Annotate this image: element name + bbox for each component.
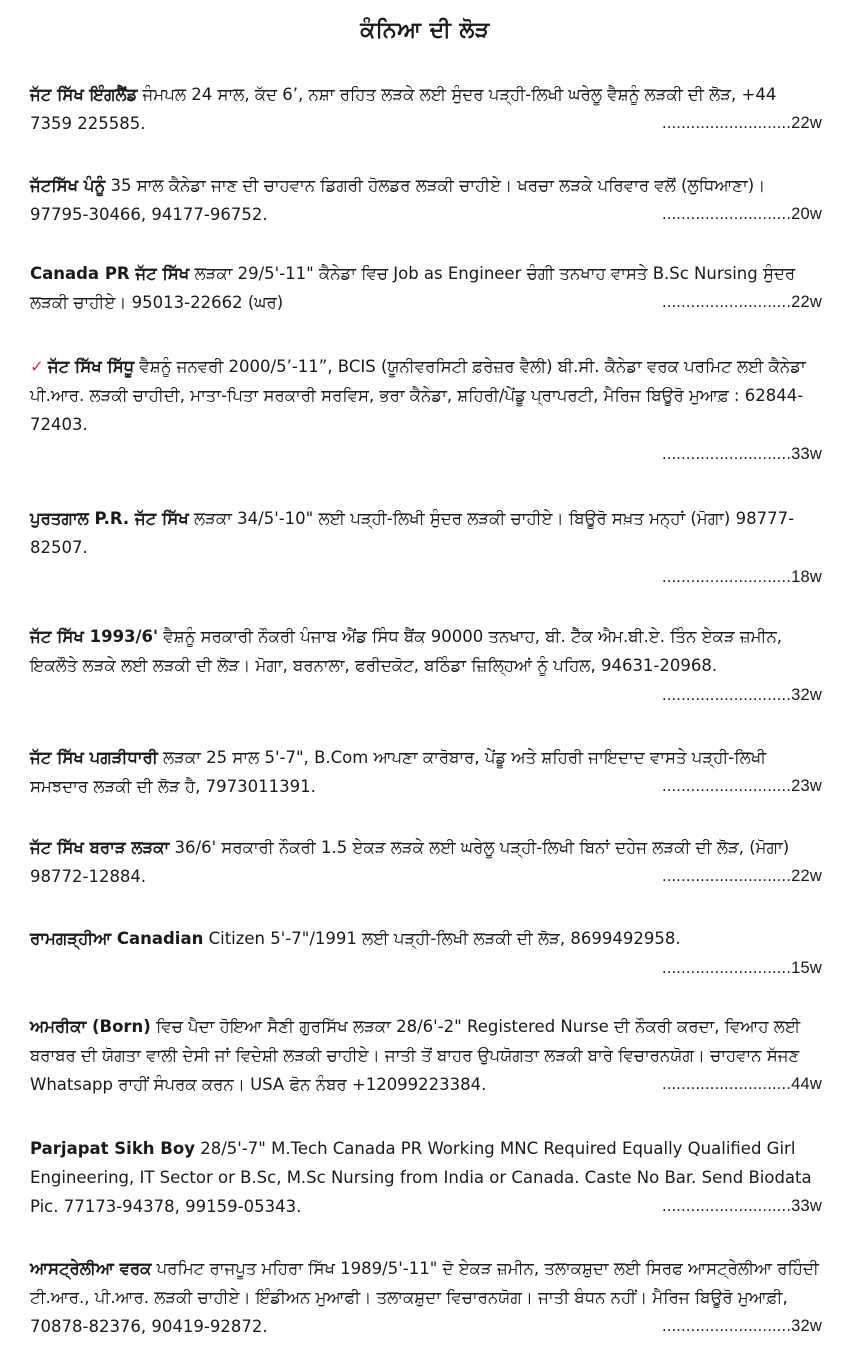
classified-ad <box>30 171 822 229</box>
ad-heading: ਜੱਟ ਸਿੱਖ ਬਰਾੜ ਲੜਕਾ <box>30 838 170 857</box>
ad-text: Citizen 5'-7"/1991 ਲਈ ਪੜ੍ਹੀ-ਲਿਖੀ ਲੜਕੀ ਦੀ ਲੋੜ, 8699492958. <box>203 929 681 948</box>
ad-text: ਲੜਕਾ 25 ਸਾਲ 5'-7", B.Com ਆਪਣਾ ਕਾਰੋਬਾਰ, ਪੇਂਡੂ ਅਤੇ ਸ਼ਹਿਰੀ ਜਾਇਦਾਦ ਵਾਸਤੇ ਪੜ੍ਹੀ-ਲਿਖੀ ਸਮਝਦਾਰ ਲੜਕੀ ਦੀ ਲੋੜ ਹੈ, 7973011391. <box>30 748 767 796</box>
ad-code: ...........................32w <box>661 1317 822 1335</box>
classified-ad <box>30 1012 822 1099</box>
ad-code: ...........................22w <box>661 293 822 311</box>
ad-text: 36/6' ਸਰਕਾਰੀ ਨੌਕਰੀ 1.5 ਏਕੜ ਲੜਕੇ ਲਈ ਘਰੇਲੂ ਪੜ੍ਹੀ-ਲਿਖੀ ਬਿਨਾਂ ਦਹੇਜ ਲੜਕੀ ਦੀ ਲੋੜ, (ਮੋਗਾ) 98772-12884. <box>30 838 790 886</box>
classified-ad <box>30 1134 822 1221</box>
ad-heading: ਜੱਟ ਸਿੱਖ ਇੰਗਲੈਂਡ <box>30 85 138 104</box>
ad-heading: ਪੁਰਤਗਾਲ P.R. ਜੱਟ ਸਿੱਖ <box>30 509 189 528</box>
ad-code: ...........................22w <box>661 114 822 132</box>
ad-text: ਵਿਚ ਪੈਦਾ ਹੋਇਆ ਸੈਣੀ ਗੁਰਸਿੱਖ ਲੜਕਾ 28/6'-2" Registered Nurse ਦੀ ਨੌਕਰੀ ਕਰਦਾ, ਵਿਆਹ ਲਈ ਬਰਾਬਰ ਦੀ ਯੋਗਤਾ ਵਾਲੀ ਦੇਸੀ ਜਾਂ ਵਿਦੇਸ਼ੀ ਲੜਕੀ ਚਾਹੀਏ। ਜਾਤੀ ਤੋਂ ਬਾਹਰ ਉਪਯੋਗਤਾ ਲੜਕੀ ਬਾਰੇ ਵਿਚਾਰਨਯੋਗ। ਚਾਹਵਾਨ ਸੱਜਣ Whatsapp ਰਾਹੀਂ ਸੰਪਰਕ ਕਰਨ। USA ਫੋਨ ਨੰਬਰ +12099223384. <box>30 1017 801 1094</box>
classified-ad <box>30 80 822 138</box>
ad-heading: ਜੱਟਸਿੱਖ ਪੰਨੂੰ <box>30 176 106 195</box>
ad-heading: ਆਸਟ੍ਰੇਲੀਆ ਵਰਕ <box>30 1259 152 1278</box>
ad-code: ...........................15w <box>661 959 822 977</box>
ad-code: ...........................22w <box>661 867 822 885</box>
ad-heading: ਅਮਰੀਕਾ (Born) <box>30 1017 151 1036</box>
ad-code: ...........................18w <box>661 568 822 586</box>
ad-heading: ਜੱਟ ਸਿੱਖ ਪਗੜੀਧਾਰੀ <box>30 748 158 767</box>
ad-code: ...........................20w <box>661 205 822 223</box>
ad-code: ...........................33w <box>661 445 822 463</box>
ad-code: ...........................32w <box>661 686 822 704</box>
classified-ad <box>30 743 822 801</box>
ad-text: ਜੰਮਪਲ 24 ਸਾਲ, ਕੱਦ 6’, ਨਸ਼ਾ ਰਹਿਤ ਲੜਕੇ ਲਈ ਸੁੰਦਰ ਪੜ੍ਹੀ-ਲਿਖੀ ਘਰੇਲੂ ਵੈਸ਼ਨੂੰ ਲੜਕੀ ਦੀ ਲੋੜ, +44 7359 225585. <box>30 85 777 133</box>
ad-heading: ਰਾਮਗੜ੍ਹੀਆ Canadian <box>30 929 204 948</box>
classified-ad <box>30 352 822 469</box>
page-title: ਕੰਨਿਆ ਦੀ ਲੋੜ <box>360 18 490 43</box>
classified-ad <box>30 833 822 891</box>
ad-code: ...........................44w <box>661 1075 822 1093</box>
ad-text: 28/5'-7" M.Tech Canada PR Working MNC Required Equally Qualified Girl Engineering, IT Sector or B.Sc, M.Sc Nursing from India or Canada. Caste No Bar. Send Biodata Pic. 77173-94378, 99159-05343. <box>30 1139 812 1216</box>
ad-code: ...........................33w <box>661 1197 822 1215</box>
classified-ad <box>30 622 822 710</box>
ad-text: ਵੈਸ਼ਨੂੰ ਸਰਕਾਰੀ ਨੌਕਰੀ ਪੰਜਾਬ ਐਂਡ ਸਿੰਧ ਬੈਂਕ 90000 ਤਨਖਾਹ, ਬੀ. ਟੈੱਕ ਐਮ.ਬੀ.ਏ. ਤਿੰਨ ਏਕੜ ਜ਼ਮੀਨ, ਇਕਲੌਤੇ ਲੜਕੇ ਲਈ ਲੜਕੀ ਦੀ ਲੋੜ। ਮੋਗਾ, ਬਰਨਾਲਾ, ਫਰੀਦਕੋਟ, ਬਠਿੰਡਾ ਜ਼ਿਲ੍ਹਿਆਂ ਨੂੰ ਪਹਿਲ, 94631-20968. <box>30 627 783 675</box>
ad-heading: ਜੱਟ ਸਿੱਖ 1993/6' <box>30 627 159 646</box>
classified-ad <box>30 1254 822 1341</box>
classified-ad <box>30 504 822 592</box>
classified-ad <box>30 924 822 983</box>
ad-text: 35 ਸਾਲ ਕੈਨੇਡਾ ਜਾਣ ਦੀ ਚਾਹਵਾਨ ਡਿਗਰੀ ਹੋਲਡਰ ਲੜਕੀ ਚਾਹੀਏ। ਖਰਚਾ ਲੜਕੇ ਪਰਿਵਾਰ ਵਲੋਂ (ਲੁਧਿਆਣਾ)। 97795-30466, 94177-96752. <box>30 176 766 224</box>
checkmark-icon: ✓ <box>30 357 44 376</box>
ad-text: ਪਰਮਿਟ ਰਾਜਪੂਤ ਮਹਿਰਾ ਸਿੱਖ 1989/5'-11" ਦੋ ਏਕੜ ਜ਼ਮੀਨ, ਤਲਾਕਸ਼ੁਦਾ ਲਈ ਸਿਰਫ ਆਸਟ੍ਰੇਲੀਆ ਰਹਿੰਦੀ ਟੀ.ਆਰ., ਪੀ.ਆਰ. ਲੜਕੀ ਚਾਹੀਏ। ਇੰਡੀਅਨ ਮੁਆਫੀ। ਤਲਾਕਸ਼ੁਦਾ ਵਿਚਾਰਨਯੋਗ। ਜਾਤੀ ਬੰਧਨ ਨਹੀਂ। ਮੈਰਿਜ ਬਿਊਰੋ ਮੁਆਫ਼ੀ, 70878-82376, 90419-92872. <box>30 1259 819 1336</box>
ad-heading: Parjapat Sikh Boy <box>30 1139 195 1158</box>
ad-text: ਲੜਕਾ 29/5'-11" ਕੈਨੇਡਾ ਵਿਚ Job as Engineer ਚੰਗੀ ਤਨਖਾਹ ਵਾਸਤੇ B.Sc Nursing ਸੁੰਦਰ ਲੜਕੀ ਚਾਹੀਏ। 95013-22662 (ਘਰ) <box>30 264 796 312</box>
ad-text: ਵੈਸ਼ਨੂੰ ਜਨਵਰੀ 2000/5’-11”, BCIS (ਯੂਨੀਵਰਸਿਟੀ ਫ਼ਰੇਜ਼ਰ ਵੈਲੀ) ਬੀ.ਸੀ. ਕੈਨੇਡਾ ਵਰਕ ਪਰਮਿਟ ਲਈ ਕੈਨੇਡਾ ਪੀ.ਆਰ. ਲੜਕੀ ਚਾਹੀਦੀ, ਮਾਤਾ-ਪਿਤਾ ਸਰਕਾਰੀ ਸਰਵਿਸ, ਭਰਾ ਕੈਨੇਡਾ, ਸ਼ਹਿਰੀ/ਪੇਂਡੂ ਪ੍ਰਾਪਰਟੀ, ਮੈਰਿਜ ਬਿਊਰੋ ਮੁਆਫ਼ : 62844-72403. <box>30 357 806 434</box>
ad-text: ਲੜਕਾ 34/5'-10" ਲਈ ਪੜ੍ਹੀ-ਲਿਖੀ ਸੁੰਦਰ ਲੜਕੀ ਚਾਹੀਏ। ਬਿਊਰੋ ਸਖ਼ਤ ਮਨ੍ਹਾਂ (ਮੋਗਾ) 98777-82507. <box>30 509 795 557</box>
ad-heading: ਜੱਟ ਸਿੱਖ ਸਿੱਧੂ <box>47 357 135 376</box>
ad-code: ...........................23w <box>661 777 822 795</box>
classified-ad <box>30 259 822 317</box>
ad-heading: Canada PR ਜੱਟ ਸਿੱਖ <box>30 264 190 283</box>
